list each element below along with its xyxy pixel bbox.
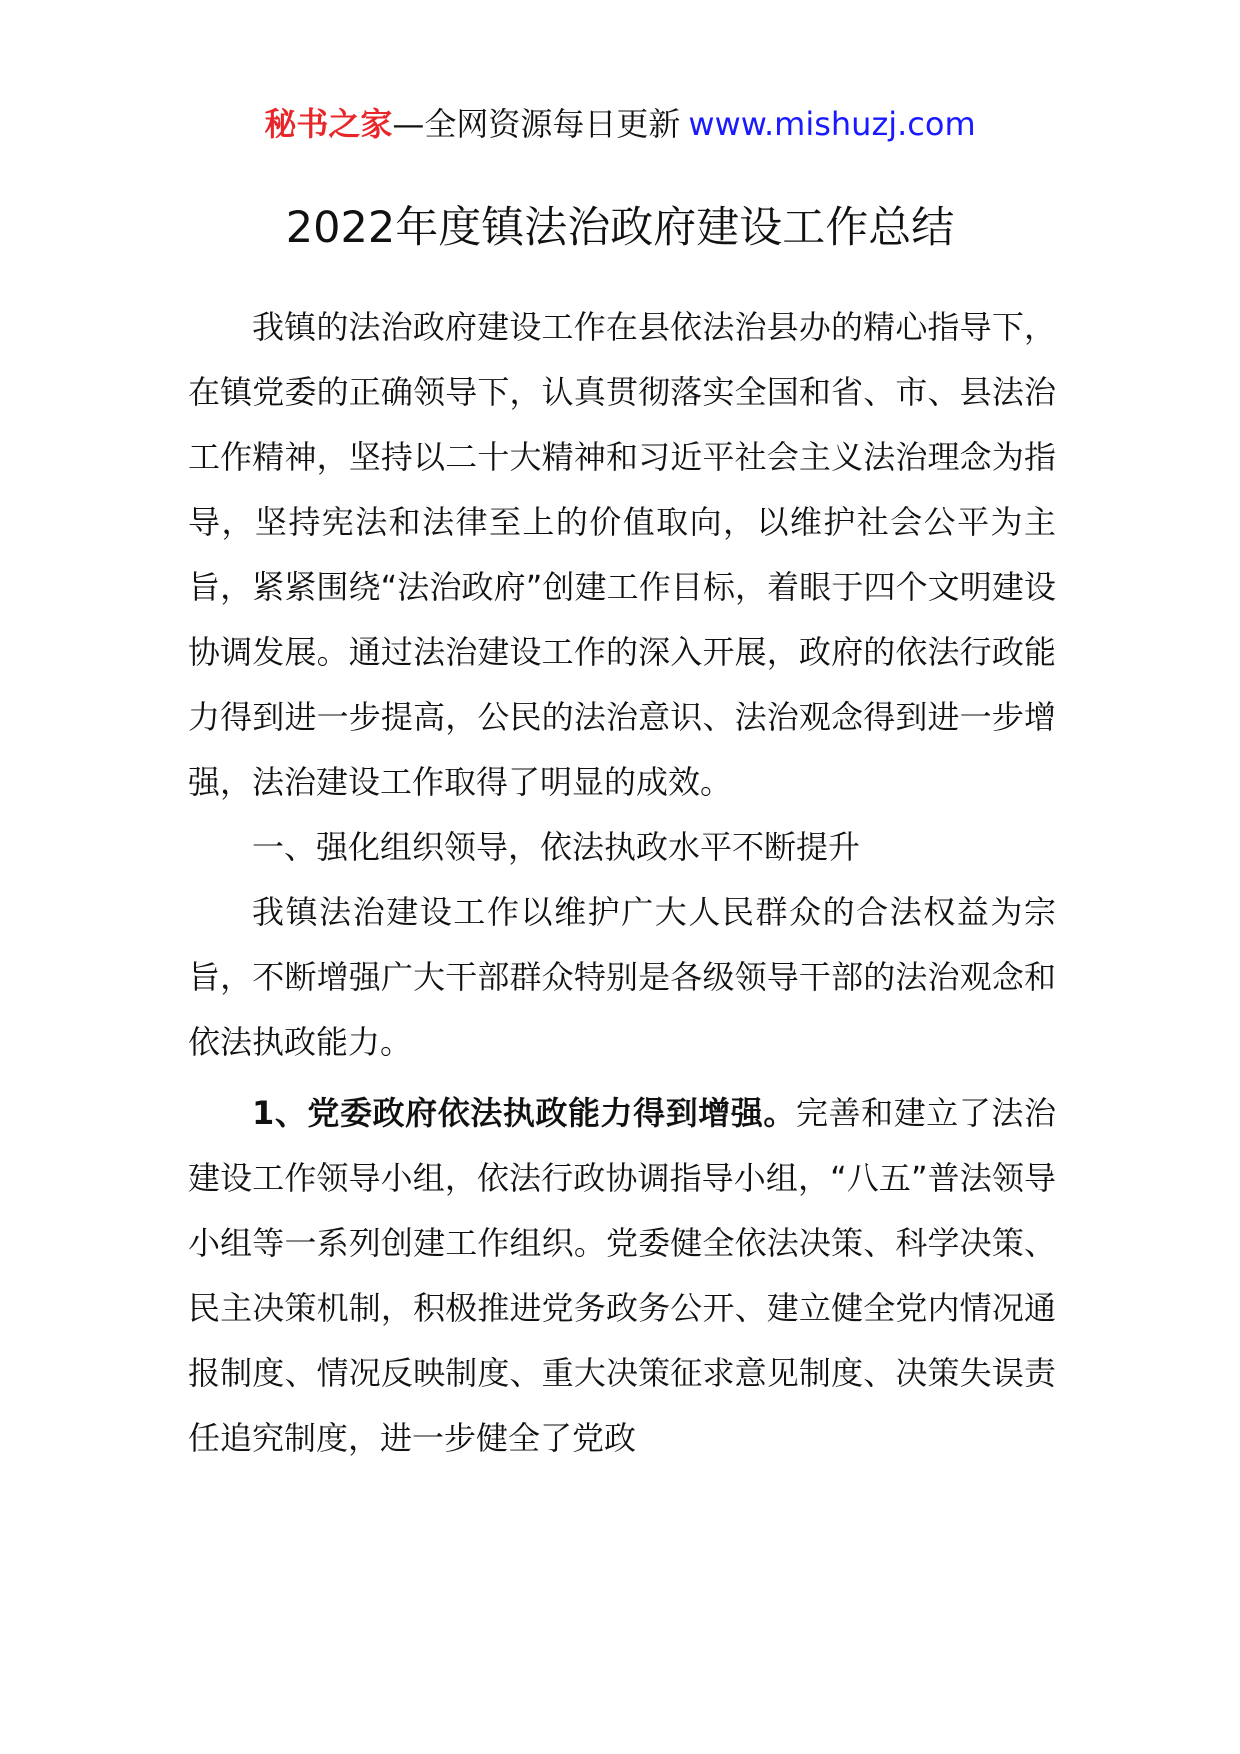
subsection-lead: 1、党委政府依法执政能力得到增强。 <box>252 1094 796 1132</box>
subsection-paragraph-1 <box>188 1081 1056 1471</box>
site-header <box>0 100 1240 148</box>
header-dash: — <box>392 105 425 143</box>
header-slogan: 全网资源每日更新 <box>424 105 681 143</box>
section-heading-1: 一、强化组织领导，依法执政水平不断提升 <box>252 828 861 866</box>
section-paragraph: 我镇法治建设工作以维护广大人民群众的合法权益为宗旨，不断增强广大干部群众特别是各级领导干部的法治观念和依法执政能力。 <box>188 893 1056 1061</box>
site-brand: 秘书之家 <box>264 105 393 143</box>
document-body <box>188 295 1056 1471</box>
document-title: 2022年度镇法治政府建设工作总结 <box>285 203 955 253</box>
subsection-text: 完善和建立了法治建设工作领导小组，依法行政协调指导小组，“八五”普法领导小组等一系列创建工作组织。党委健全依法决策、科学决策、民主决策机制，积极推进党务政务公开、建立健全党内情况通报制度、情况反映制度、重大决策征求意见制度、决策失误责任追究制度，进一步健全了党政 <box>188 1094 1056 1457</box>
site-url-link[interactable]: www.mishuzj.com <box>688 105 976 143</box>
intro-paragraph: 我镇的法治政府建设工作在县依法治县办的精心指导下，在镇党委的正确领导下，认真贯彻落实全国和省、市、县法治工作精神，坚持以二十大精神和习近平社会主义法治理念为指导，坚持宪法和法律至上的价值取向，以维护社会公平为主旨，紧紧围绕“法治政府”创建工作目标，着眼于四个文明建设协调发展。通过法治建设工作的深入开展，政府的依法行政能力得到进一步提高，公民的法治意识、法治观念得到进一步增强，法治建设工作取得了明显的成效。 <box>188 308 1056 801</box>
